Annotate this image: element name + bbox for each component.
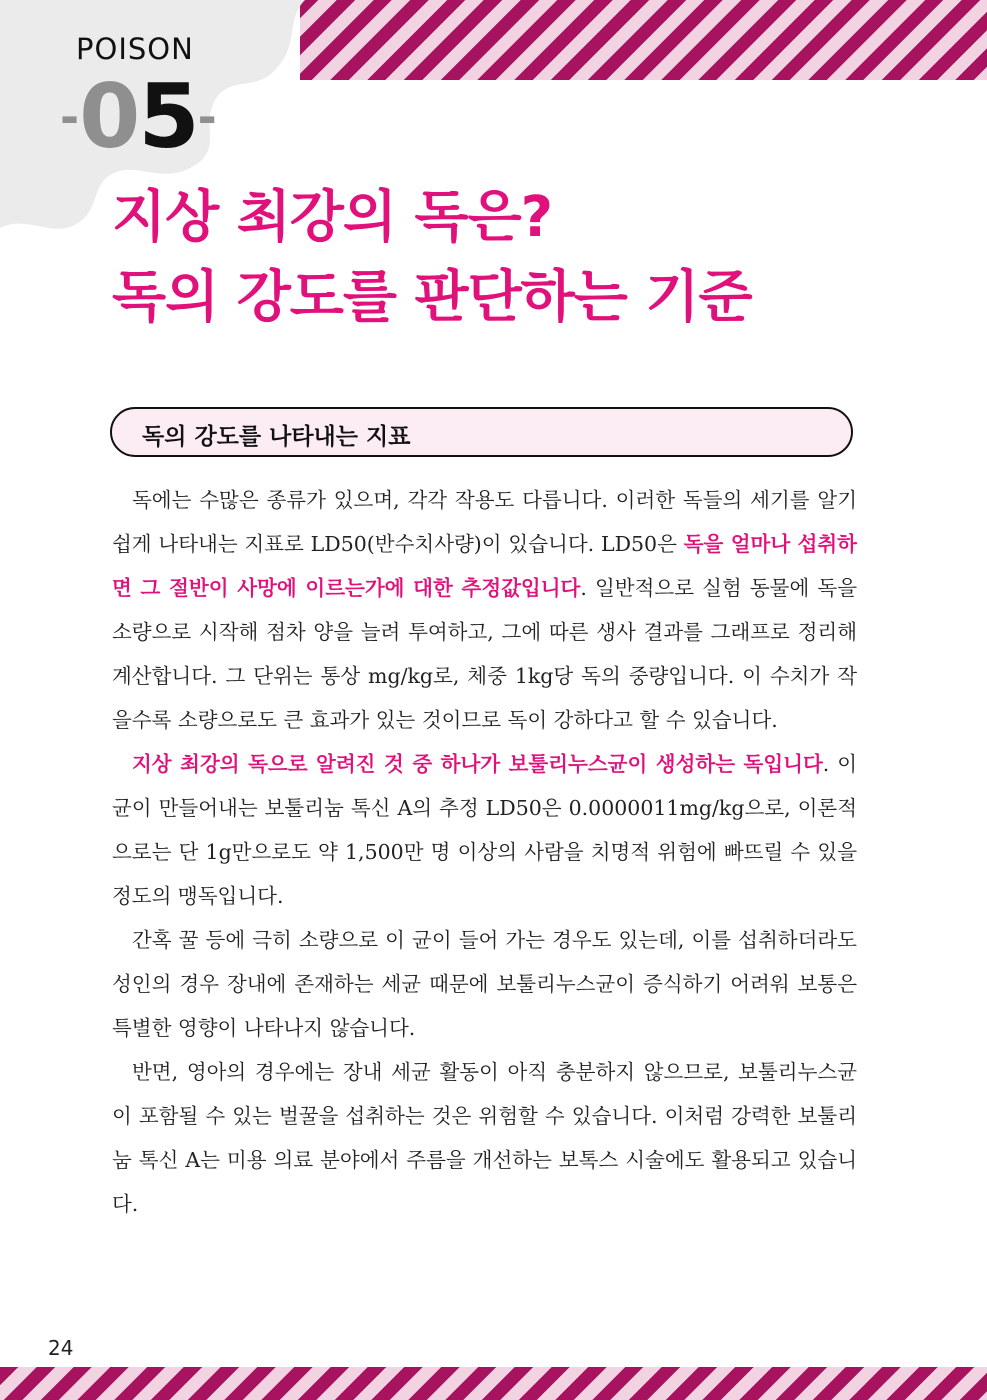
highlight-ld50-definition: 독을 얼마나 섭취하면 그 절반이 사망에 이르는가에 대한 추정값입니다 (112, 532, 857, 600)
dash-left: - (60, 90, 80, 144)
article-body (112, 478, 857, 1226)
dash-right: - (197, 90, 217, 144)
chapter-number-digits: 05 (79, 65, 198, 168)
bottom-stripe-band (0, 1367, 987, 1400)
top-stripe-band (300, 0, 987, 80)
paragraph-3: 간혹 꿀 등에 극히 소량으로 이 균이 들어 가는 경우도 있는데, 이를 섭취하더라도 성인의 경우 장내에 존재하는 세균 때문에 보툴리누스균이 증식하기 어려워 보통은 특별한 영향이 나타나지 않습니다. (112, 928, 857, 1040)
page-title (112, 178, 752, 338)
paragraph-1: 독에는 수많은 종류가 있으며, 각각 작용도 다릅니다. 이러한 독들의 세기를 알기 쉽게 나타내는 지표로 LD50(반수치사량)이 있습니다. LD50은 독을 얼마나 섭취하면 그 절반이 사망에 이르는가에 대한 추정값입니다. 일반적으로 실험 동물에 독을 소량으로 시작해 점차 양을 늘려 투여하고, 그에 따른 생사 결과를 그래프로 정리해 계산합니다. 그 단위는 통상 mg/kg로, 체중 1kg당 독의 중량입니다. 이 수치가 작을수록 소량으로도 큰 효과가 있는 것이므로 독이 강하다고 할 수 있습니다. (112, 488, 857, 732)
title-line-1: 지상 최강의 독은? (112, 185, 553, 250)
paragraph-2: 지상 최강의 독으로 알려진 것 중 하나가 보툴리누스균이 생성하는 독입니다. 이 균이 만들어내는 보툴리눔 톡신 A의 추정 LD50은 0.0000011mg/kg으로, 이론적으로는 단 1g만으로도 약 1,500만 명 이상의 사람을 치명적 위험에 빠뜨릴 수 있을 정도의 맹독입니다. (112, 752, 858, 908)
title-line-2: 독의 강도를 판단하는 기준 (112, 265, 752, 330)
chapter-number (60, 65, 217, 168)
paragraph-4: 반면, 영아의 경우에는 장내 세균 활동이 아직 충분하지 않으므로, 보툴리누스균이 포함될 수 있는 벌꿀을 섭취하는 것은 위험할 수 있습니다. 이처럼 강력한 보툴리눔 톡신 A는 미용 의료 분야에서 주름을 개선하는 보톡스 시술에도 활용되고 있습니다. (112, 1060, 857, 1216)
section-heading: 독의 강도를 나타내는 지표 (142, 424, 411, 450)
page-number: 24 (48, 1336, 74, 1360)
section-heading-pill (110, 407, 853, 457)
highlight-strongest-poison: 지상 최강의 독으로 알려진 것 중 하나가 보툴리누스균이 생성하는 독입니다 (132, 752, 823, 776)
chapter-label: POISON (76, 32, 194, 66)
